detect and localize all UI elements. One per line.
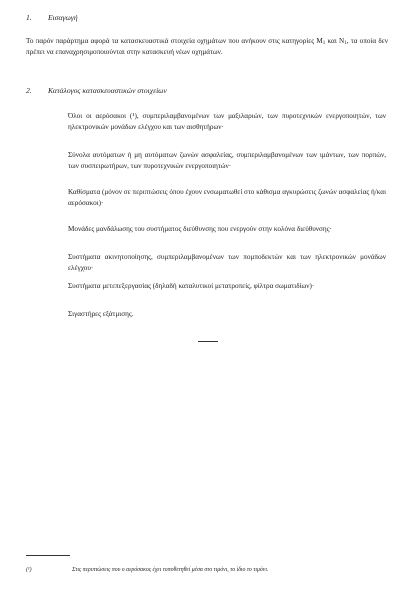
- list-item-silencers: Σιγαστήρες εξάτμισης.: [68, 310, 134, 318]
- footnote-rule: [26, 555, 70, 556]
- section-1-heading: [26, 12, 226, 24]
- list-item-aftertreatment: Συστήματα μετεπεξεργασίας (δηλαδή καταλυτικοί μετατροπείς, φίλτρα σωματιδίων)·: [68, 282, 315, 290]
- list-item-immobilisers: Συστήματα ακινητοποίησης, συμπεριλαμβανομένων των πομποδεκτών και των ηλεκτρονικών μονάδων ελέγχου·: [68, 253, 386, 273]
- section-2-title: Κατάλογος κατασκευαστικών στοιχείων: [48, 86, 167, 95]
- section-2-number: 2.: [26, 86, 32, 95]
- end-rule: [198, 341, 218, 342]
- list-item-seat-belts: Σύνολα αυτόματων ή μη αυτόματων ζωνών ασφαλείας, συμπεριλαμβανομένων των ιμάντων, των πορπών, των συσπειρωτήρων, των πυροτεχνικών ενεργοποιητών·: [68, 151, 386, 171]
- section-2-heading: [26, 85, 276, 97]
- section-1-number: 1.: [26, 13, 32, 22]
- section-1-paragraph: Το παρόν παράρτημα αφορά τα κατασκευαστικά στοιχεία οχημάτων που ανήκουν στις κατηγορίες $M_1$ και $N_1$, τα οποία δεν πρέπει να επαναχρησιμοποιούνται στην κατασκευή νέων οχημάτων.: [26, 37, 389, 57]
- footnote-text: Στις περιπτώσεις που ο αερόσακος έχει τοποθετηθεί μέσα στο τιμόνι, το ίδιο το τιμόνι.: [72, 567, 269, 573]
- footnote-mark: (¹): [26, 567, 32, 573]
- list-item-seats: Καθίσματα (μόνον σε περιπτώσεις όπου έχουν ενσωματωθεί στο κάθισμα αγκυρώσεις ζωνών ασφαλείας ή/και αερόσακοι)·: [68, 188, 386, 208]
- category-n-subscript: 1: [344, 41, 347, 46]
- category-m-subscript: 1: [322, 41, 326, 46]
- list-item-steering-lock: Μονάδες μανδάλωσης του συστήματος διεύθυνσης που ενεργούν στην κολόνα διεύθυνσης·: [68, 225, 332, 233]
- list-item-airbags: Όλοι οι αερόσακοι (¹), συμπεριλαμβανομένων των μαξιλαριών, των πυροτεχνικών ενεργοποιητών, των ηλεκτρονικών μονάδων ελέγχου και των αισθητήρων·: [68, 112, 386, 132]
- section-1-title: Εισαγωγή: [48, 13, 78, 22]
